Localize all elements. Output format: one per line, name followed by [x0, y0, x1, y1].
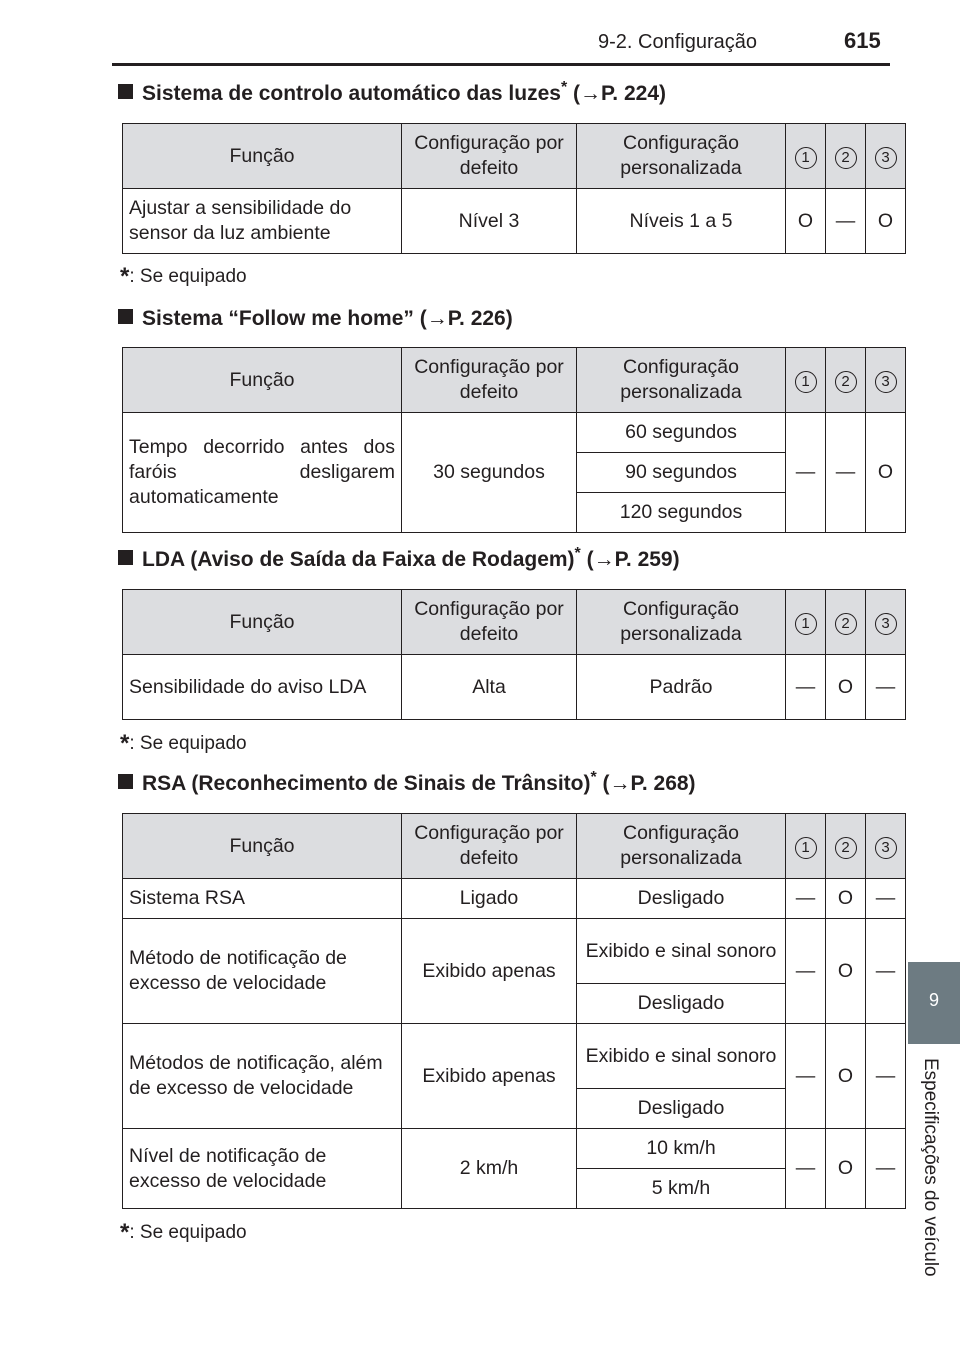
table-row: Desligado — [123, 984, 906, 1024]
table-auto-lights — [122, 123, 906, 254]
cell-default: 30 segundos — [402, 413, 577, 533]
section-title: 9-2. Configuração — [598, 31, 757, 53]
table-row: Nível de notificação de excesso de velocidade 2 km/h 10 km/h — O — — [123, 1129, 906, 1169]
cell-custom: 90 segundos — [577, 453, 786, 493]
table-header-row — [123, 124, 906, 189]
heading-follow-me-home — [118, 304, 513, 331]
table-row: Sistema RSA Ligado Desligado — O — — [123, 879, 906, 919]
cell-funcao: Tempo decorrido antes dos faróis desligarem automaticamente — [123, 413, 402, 533]
heading-text: Sistema de controlo automático das luzes — [142, 82, 561, 105]
table-row: 5 km/h — [123, 1169, 906, 1209]
col-1: 1 — [786, 124, 826, 189]
bullet-square-icon — [118, 774, 133, 789]
footnote: *: Se equipado — [120, 730, 247, 757]
table-header-row: Função Configuração por defeito Configuração personalizada 1 2 3 — [123, 348, 906, 413]
cell-default: Nível 3 — [402, 189, 577, 254]
chapter-tab — [908, 962, 960, 1044]
table-lda — [122, 589, 906, 720]
heading-ref: (→P. 224) — [567, 82, 666, 105]
footnote: *: Se equipado — [120, 1219, 247, 1246]
table-header-row: Função Configuração por defeito Configuração personalizada 1 2 3 — [123, 590, 906, 655]
col-default: Configuração por defeito — [402, 124, 577, 189]
bullet-square-icon — [118, 550, 133, 565]
cell-custom: Padrão — [577, 655, 786, 720]
bullet-square-icon — [118, 309, 133, 324]
cell-custom: Níveis 1 a 5 — [577, 189, 786, 254]
table-row: Desligado — [123, 1089, 906, 1129]
col-2: 2 — [826, 124, 866, 189]
cell-funcao: Sensibilidade do aviso LDA — [123, 655, 402, 720]
cell-custom: 60 segundos — [577, 413, 786, 453]
heading-lda: LDA (Aviso de Saída da Faixa de Rodagem)* (→P. 259) — [118, 545, 680, 572]
page-number: 615 — [844, 28, 881, 53]
table-follow-me-home — [122, 347, 906, 533]
col-3: 3 — [866, 124, 906, 189]
heading-ref: (→P. 226) — [413, 307, 513, 330]
heading-auto-lights — [118, 79, 666, 106]
chapter-label: Especificações do veículo — [920, 1058, 941, 1277]
heading-ref: (→P. 268) — [596, 772, 696, 795]
table-row: Sensibilidade do aviso LDA Alta Padrão — O — — [123, 655, 906, 720]
chapter-number: 9 — [928, 990, 939, 1010]
heading-text: Sistema “Follow me home” — [142, 307, 414, 330]
cell-custom: 120 segundos — [577, 493, 786, 533]
cell-2: — — [826, 189, 866, 254]
table-rsa — [122, 813, 906, 1209]
heading-star: * — [560, 79, 568, 96]
cell-1: O — [786, 189, 826, 254]
table-row: Método de notificação de excesso de velocidade Exibido apenas Exibido e sinal sonoro — O — — [123, 919, 906, 984]
heading-text: LDA (Aviso de Saída da Faixa de Rodagem) — [142, 548, 575, 571]
heading-text: RSA (Reconhecimento de Sinais de Trânsito) — [142, 772, 591, 795]
table-row: Métodos de notificação, além de excesso de velocidade Exibido apenas Exibido e sinal sonoro — O — — [123, 1024, 906, 1089]
table-row: Tempo decorrido antes dos faróis desligarem automaticamente 30 segundos 60 segundos — — O — [123, 413, 906, 453]
cell-default: Alta — [402, 655, 577, 720]
cell-3: O — [866, 189, 906, 254]
table-header-row: Função Configuração por defeito Configuração personalizada 1 2 3 — [123, 814, 906, 879]
footnote: *: Se equipado — [120, 263, 247, 290]
col-funcao: Função — [123, 124, 402, 189]
bullet-square-icon — [118, 84, 133, 99]
table-row — [123, 189, 906, 254]
heading-ref: (→P. 259) — [580, 548, 680, 571]
chapter-label-box — [910, 1058, 950, 1298]
heading-rsa: RSA (Reconhecimento de Sinais de Trânsito)* (→P. 268) — [118, 769, 696, 796]
col-custom: Configuração personalizada — [577, 124, 786, 189]
header-rule — [112, 63, 890, 66]
cell-funcao: Ajustar a sensibilidade do sensor da luz ambiente — [123, 189, 402, 254]
